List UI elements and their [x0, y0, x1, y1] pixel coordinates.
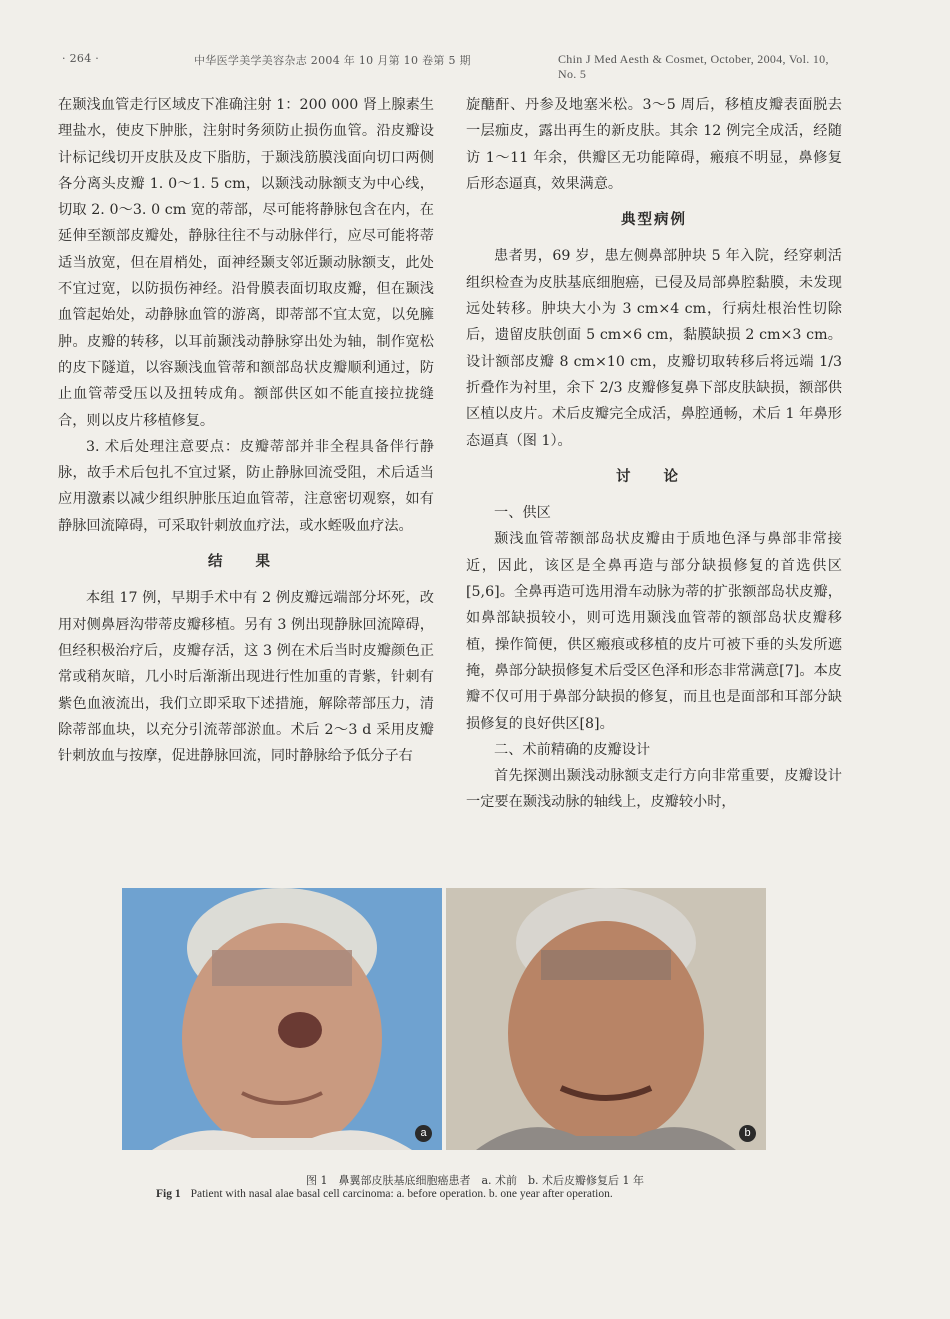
heading-case: 典型病例	[621, 211, 687, 229]
running-header	[62, 52, 840, 81]
paragraph-flap-design: 首先探测出颞浅动脉额支走行方向非常重要，皮瓣设计一定要在颞浅动脉的轴线上，皮瓣较小时，	[466, 768, 842, 811]
paragraph-postop-care: 3. 术后处理注意要点：皮瓣蒂部并非全程具备伴行静脉，故手术后包扎不宜过紧，防止静脉回流受阻，术后适当应用激素以减少组织肿胀压迫血管蒂，注意密切观察，如有静脉回流障碍，可采取针刺放血疗法，或水蛭吸血疗法。	[58, 438, 434, 534]
left-column	[58, 92, 434, 769]
heading-results: 结 果	[207, 553, 285, 571]
paragraph-results: 本组 17 例，早期手术中有 2 例皮瓣远端部分坏死，改用对侧鼻唇沟带蒂皮瓣移植。另有 3 例出现静脉回流障碍，但经积极治疗后，皮瓣存活，这 3 例在术后当时皮瓣颜色正常或稍灰暗，几小时后渐渐出现进行性加重的青紫，针刺有紫色血液流出，我们立即采取下述措施，解除蒂部压力，清除蒂部血块，以充分引流蒂部淤血。术后 2～3 d 采用皮瓣针刺放血与按摩，促进静脉回流，同时静脉给予低分子右	[58, 590, 434, 765]
label-a: a	[415, 1125, 432, 1142]
subheading-donor-site: 一、供区	[494, 505, 551, 522]
paragraph-results-continued: 旋醣酐、丹参及地塞米松。3～5 周后，移植皮瓣表面脱去一层痂皮，露出再生的新皮肤。其余 12 例完全成活，经随访 1～11 年余，供瓣区无功能障碍，瘢痕不明显，鼻修复后形态逼真，效果满意。	[466, 97, 842, 192]
right-column	[466, 92, 842, 816]
journal-title-en: Chin J Med Aesth & Cosmet, October, 2004, Vol. 10, No. 5	[558, 52, 829, 81]
figure-caption-en-text: Patient with nasal alae basal cell carcinoma: a. before operation. b. one year after operation.	[190, 1188, 613, 1200]
figure-1	[122, 888, 768, 1150]
journal-title-cn: 中华医学美学美容杂志 2004 年 10 月第 10 卷第 5 期	[194, 54, 471, 67]
heading-discussion: 讨 论	[615, 467, 693, 485]
subheading-flap-design: 二、术前精确的皮瓣设计	[494, 741, 651, 758]
figure-caption-en	[156, 1188, 613, 1200]
photo-after-operation	[446, 888, 766, 1150]
label-b: b	[739, 1125, 756, 1142]
paragraph-case: 患者男，69 岁，患左侧鼻部肿块 5 年入院，经穿刺活组织检查为皮肤基底细胞癌，已侵及局部鼻腔黏膜，未发现远处转移。肿块大小为 3 cm×4 cm，行病灶根治性切除后，遗留皮肤创面 5 cm×6 cm，黏膜缺损 2 cm×3 cm。设计额部皮瓣 8 cm×10 cm，皮瓣切取转移后将远端 1/3 折叠作为衬里，余下 2/3 皮瓣修复鼻下部皮肤缺损，额部供区植以皮片。术后皮瓣完全成活，鼻腔通畅，术后 1 年鼻形态逼真（图 1）。	[466, 248, 842, 449]
figure-caption-en-label: Fig 1	[156, 1188, 181, 1200]
paragraph-donor-site: 颞浅血管蒂额部岛状皮瓣由于质地色泽与鼻部非常接近，因此，该区是全鼻再造与部分缺损修复的首选供区[5,6]。全鼻再造可选用滑车动脉为蒂的扩张额部岛状皮瓣，如鼻部缺损较小，则可选用颞浅血管蒂的额部岛状皮瓣移植，操作简便，供区瘢痕或移植的皮片可被下垂的头发所遮掩，鼻部分缺损修复术后受区色泽和形态非常满意[7]。本皮瓣不仅可用于鼻部分缺损的修复，而且也是面部和耳部分缺损修复的良好供区[8]。	[466, 531, 842, 732]
page-number: · 264 ·	[62, 52, 100, 65]
photo-before-operation	[122, 888, 442, 1150]
figure-caption-cn: 图 1 鼻翼部皮肤基底细胞癌患者 a. 术前 b. 术后皮瓣修复后 1 年	[305, 1174, 645, 1187]
paragraph-procedure: 在颞浅血管走行区域皮下准确注射 1：200 000 肾上腺素生理盐水，使皮下肿胀，注射时务须防止损伤血管。沿皮瓣设计标记线切开皮肤及皮下脂肪，于颞浅筋膜浅面向切口两侧各分离头皮瓣 1. 0～1. 5 cm，以颞浅动脉额支为中心线，切取 2. 0～3. 0 cm 宽的蒂部，尽可能将静脉包含在内，在延伸至额部皮瓣处，静脉往往不与动脉伴行，应尽可能将蒂适当放宽，但在眉梢处，面神经颞支邻近颞动脉额支，此处不宜过宽，以防损伤神经。沿骨膜表面切取皮瓣，但在颞浅血管起始处，动静脉血管的游离，即蒂部不宜太宽，以免臃肿。皮瓣的转移，以耳前颞浅动静脉穿出处为轴，制作宽松的皮下隧道，以容颞浅血管蒂和额部岛状皮瓣顺利通过，防止血管蒂受压以及扭转成角。额部供区如不能直接拉拢缝合，则以皮片移植修复。	[58, 97, 434, 429]
